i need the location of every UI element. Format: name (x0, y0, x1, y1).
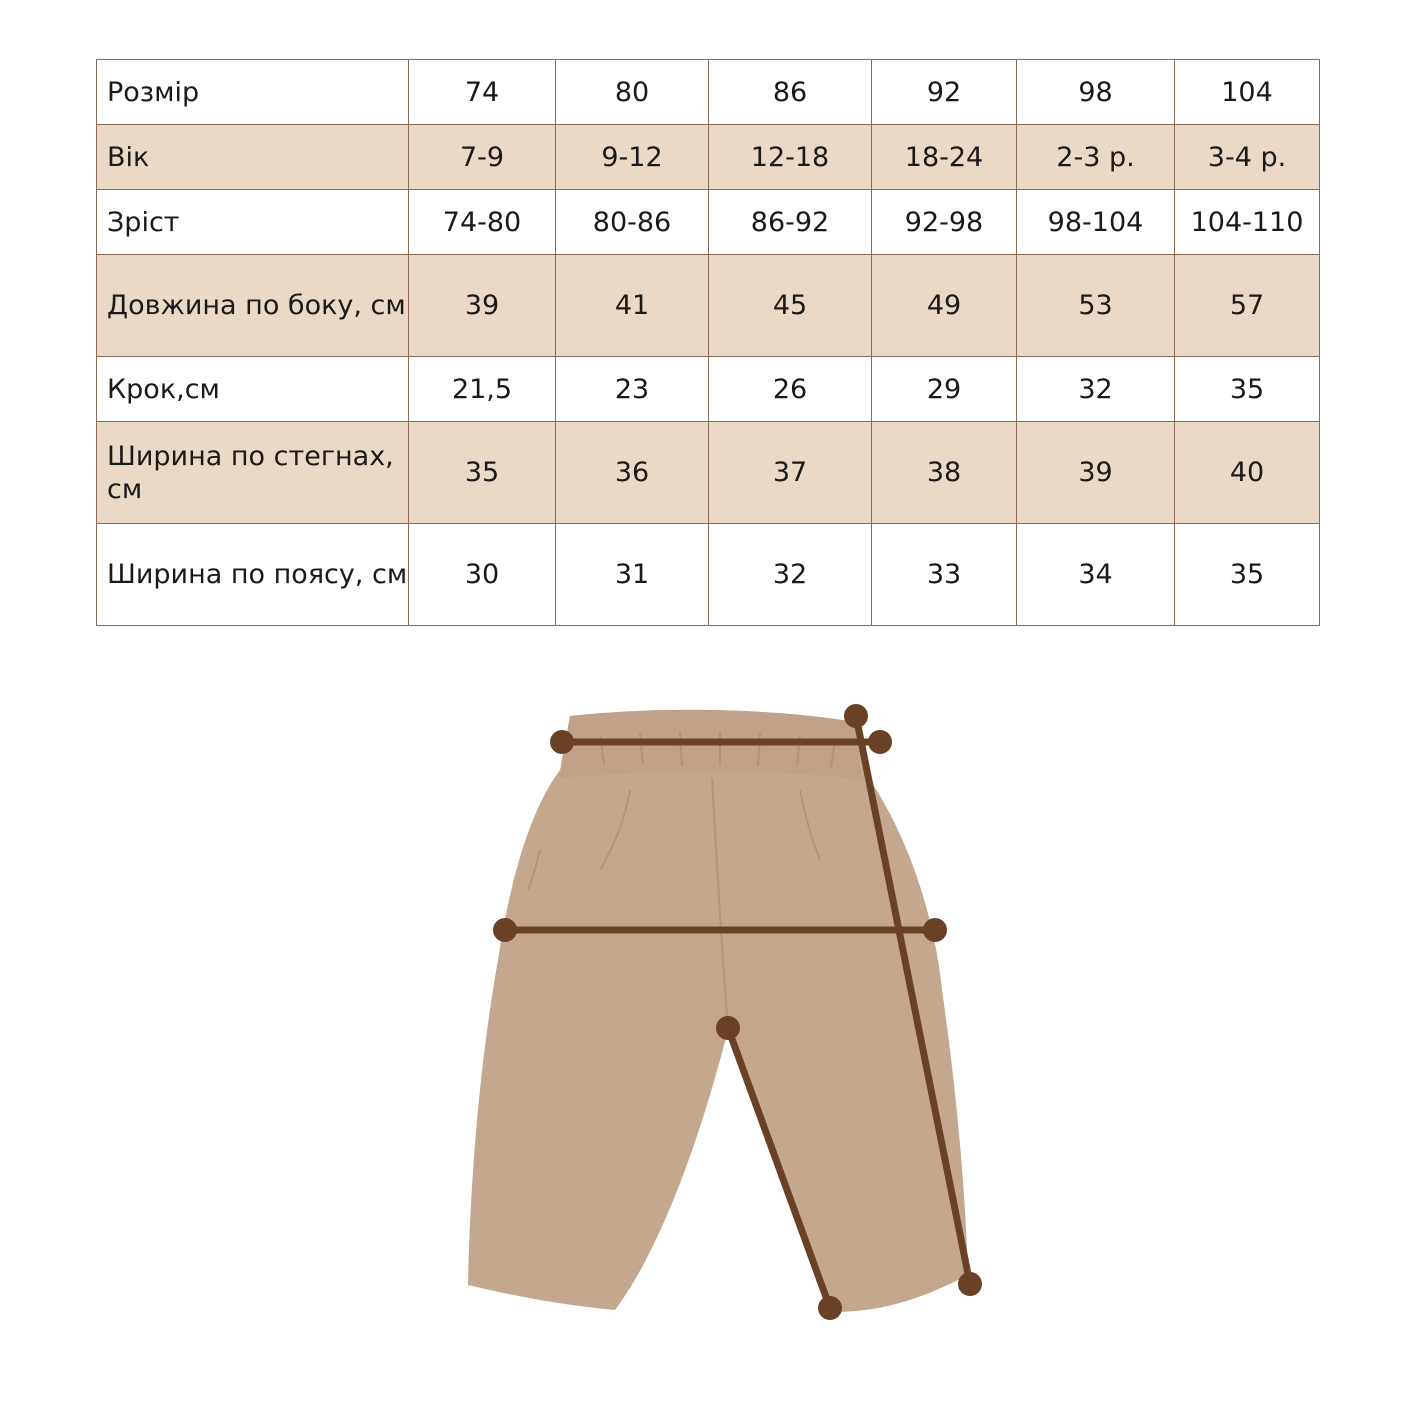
hip-left-dot (493, 918, 517, 942)
pants-body (468, 710, 968, 1312)
table-cell: 98-104 (1017, 190, 1175, 255)
table-cell: 32 (709, 524, 872, 626)
inseam-bottom-dot (818, 1296, 842, 1320)
table-cell: 26 (709, 357, 872, 422)
table-cell: 80-86 (556, 190, 709, 255)
row-label: Крок,см (97, 357, 409, 422)
table-cell: 32 (1017, 357, 1175, 422)
inseam-top-dot (716, 1016, 740, 1040)
table-cell: 49 (872, 255, 1017, 357)
side-bottom-dot (958, 1272, 982, 1296)
row-label: Ширина по стегнах, см (97, 422, 409, 524)
table-cell: 92 (872, 60, 1017, 125)
table-cell: 35 (409, 422, 556, 524)
table-cell: 7-9 (409, 125, 556, 190)
waist-right-dot (868, 730, 892, 754)
table-cell: 38 (872, 422, 1017, 524)
table-cell: 9-12 (556, 125, 709, 190)
table-cell: 74-80 (409, 190, 556, 255)
table-cell: 41 (556, 255, 709, 357)
row-label: Розмір (97, 60, 409, 125)
table-cell: 104 (1175, 60, 1320, 125)
table-cell: 2-3 р. (1017, 125, 1175, 190)
row-label: Ширина по поясу, см (97, 524, 409, 626)
table-cell: 86-92 (709, 190, 872, 255)
table-cell: 45 (709, 255, 872, 357)
table-cell: 80 (556, 60, 709, 125)
table-cell: 104-110 (1175, 190, 1320, 255)
table-cell: 12-18 (709, 125, 872, 190)
table-cell: 36 (556, 422, 709, 524)
row-label: Вік (97, 125, 409, 190)
hip-right-dot (923, 918, 947, 942)
row-label: Довжина по боку, см (97, 255, 409, 357)
table-cell: 21,5 (409, 357, 556, 422)
table-cell: 31 (556, 524, 709, 626)
table-cell: 39 (409, 255, 556, 357)
table-cell: 57 (1175, 255, 1320, 357)
table-cell: 92-98 (872, 190, 1017, 255)
table-cell: 53 (1017, 255, 1175, 357)
table-cell: 35 (1175, 524, 1320, 626)
table-cell: 30 (409, 524, 556, 626)
table-cell: 29 (872, 357, 1017, 422)
table-cell: 86 (709, 60, 872, 125)
row-label: Зріст (97, 190, 409, 255)
table-cell: 18-24 (872, 125, 1017, 190)
table-cell: 39 (1017, 422, 1175, 524)
table-cell: 33 (872, 524, 1017, 626)
table-cell: 37 (709, 422, 872, 524)
table-cell: 3-4 р. (1175, 125, 1320, 190)
table-cell: 98 (1017, 60, 1175, 125)
waist-left-dot (550, 730, 574, 754)
table-cell: 74 (409, 60, 556, 125)
table-cell: 23 (556, 357, 709, 422)
table-cell: 40 (1175, 422, 1320, 524)
table-cell: 34 (1017, 524, 1175, 626)
side-top-dot (844, 704, 868, 728)
table-cell: 35 (1175, 357, 1320, 422)
